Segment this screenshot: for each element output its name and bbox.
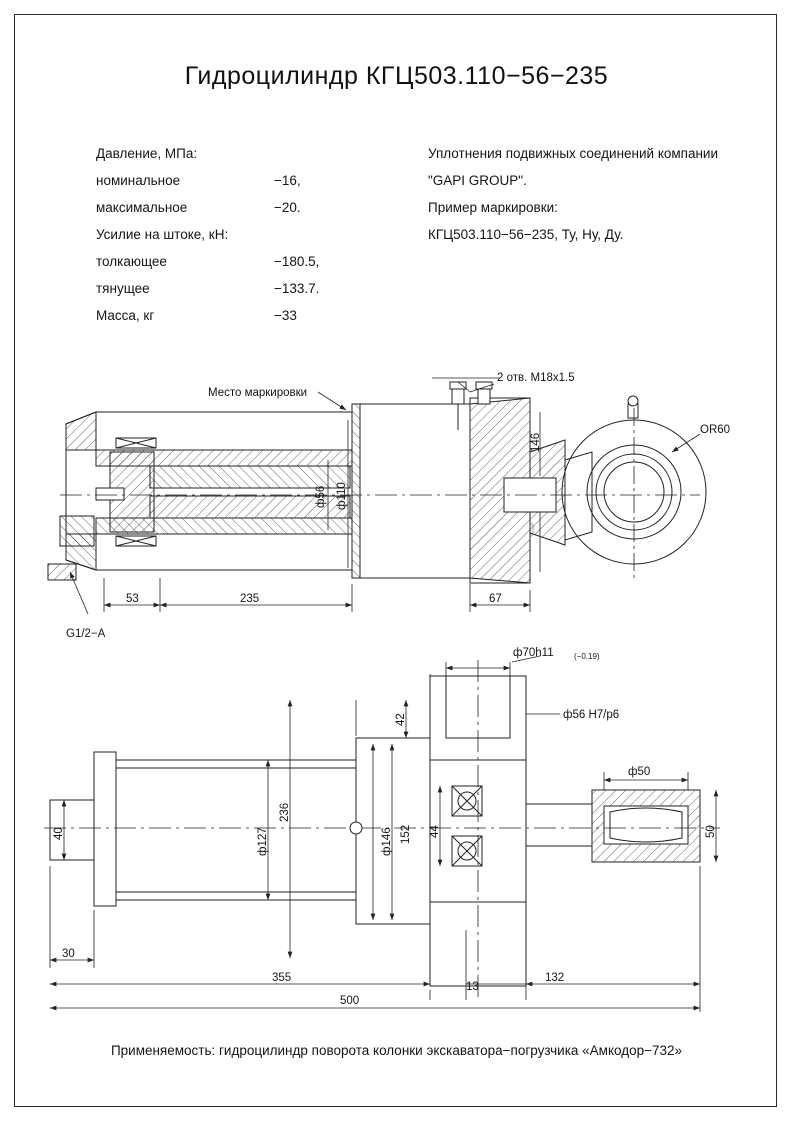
dim-d110: ф110 <box>336 482 348 510</box>
dim-h236: 236 <box>279 802 291 822</box>
dim-h152: 152 <box>400 824 412 844</box>
spec-label-nominal: номинальное <box>96 173 181 188</box>
callout-d70h11: ф70h11 <box>513 647 554 659</box>
dim-h50: 50 <box>705 825 717 838</box>
applicability-note: Применяемость: гидроцилиндр поворота колонки экскаватора−погрузчика «Амкодор−732» <box>110 1043 683 1058</box>
spec-label-mass: Масса, кг <box>96 308 155 323</box>
spec-value-max: −20. <box>274 200 301 215</box>
dim-h42: 42 <box>395 713 407 726</box>
dim-h40: 40 <box>53 827 65 840</box>
callout-or60: OR60 <box>700 424 731 436</box>
spec-value-nominal: −16, <box>274 173 301 188</box>
spec-heading-force-label: Усилие на штоке, кН: <box>96 227 229 242</box>
spec-heading-pressure-label: Давление, МПа: <box>96 146 198 161</box>
dim-h44: 44 <box>429 825 441 838</box>
spec-label-max: максимальное <box>96 200 188 215</box>
callout-d50: ф50 <box>628 766 651 778</box>
spec-value-push: −180.5, <box>274 254 320 269</box>
dim-len-67: 67 <box>489 593 502 605</box>
note-line-1: Уплотнения подвижных соединений компании <box>428 146 719 161</box>
note-line-4: КГЦ503.110−56−235, Ту, Ну, Ду. <box>428 227 624 242</box>
top-view-assembly <box>48 382 706 583</box>
callout-port-thread: G1/2−A <box>66 628 106 640</box>
dim-len-500: 500 <box>340 995 360 1007</box>
dim-d146: 146 <box>530 432 542 452</box>
callout-two-holes: 2 отв. M18x1.5 <box>497 372 575 384</box>
spec-value-mass: −33 <box>274 308 297 323</box>
spec-label-push: толкающее <box>96 254 167 269</box>
callout-d70h11-tol: (−0.19) <box>574 652 600 661</box>
callout-d56h7p6: ф56 H7/p6 <box>563 709 620 721</box>
dim-len-30: 30 <box>62 948 75 960</box>
dim-len-132: 132 <box>545 972 565 984</box>
dim-len-53: 53 <box>126 593 139 605</box>
note-line-3: Пример маркировки: <box>428 200 558 215</box>
dim-d127: ф127 <box>257 827 269 856</box>
spec-label-pull: тянущее <box>96 281 150 296</box>
dim-len-355: 355 <box>272 972 292 984</box>
spec-value-pull: −133.7. <box>274 281 320 296</box>
dim-d146b: ф146 <box>381 827 393 856</box>
dim-d56: ф56 <box>315 485 327 508</box>
callout-marking-place: Место маркировки <box>208 387 308 399</box>
dim-len-13: 13 <box>466 981 479 993</box>
note-line-2: "GAPI GROUP". <box>428 173 527 188</box>
dim-len-235: 235 <box>240 593 260 605</box>
page-title: Гидроцилиндр КГЦ503.110−56−235 <box>184 62 609 90</box>
